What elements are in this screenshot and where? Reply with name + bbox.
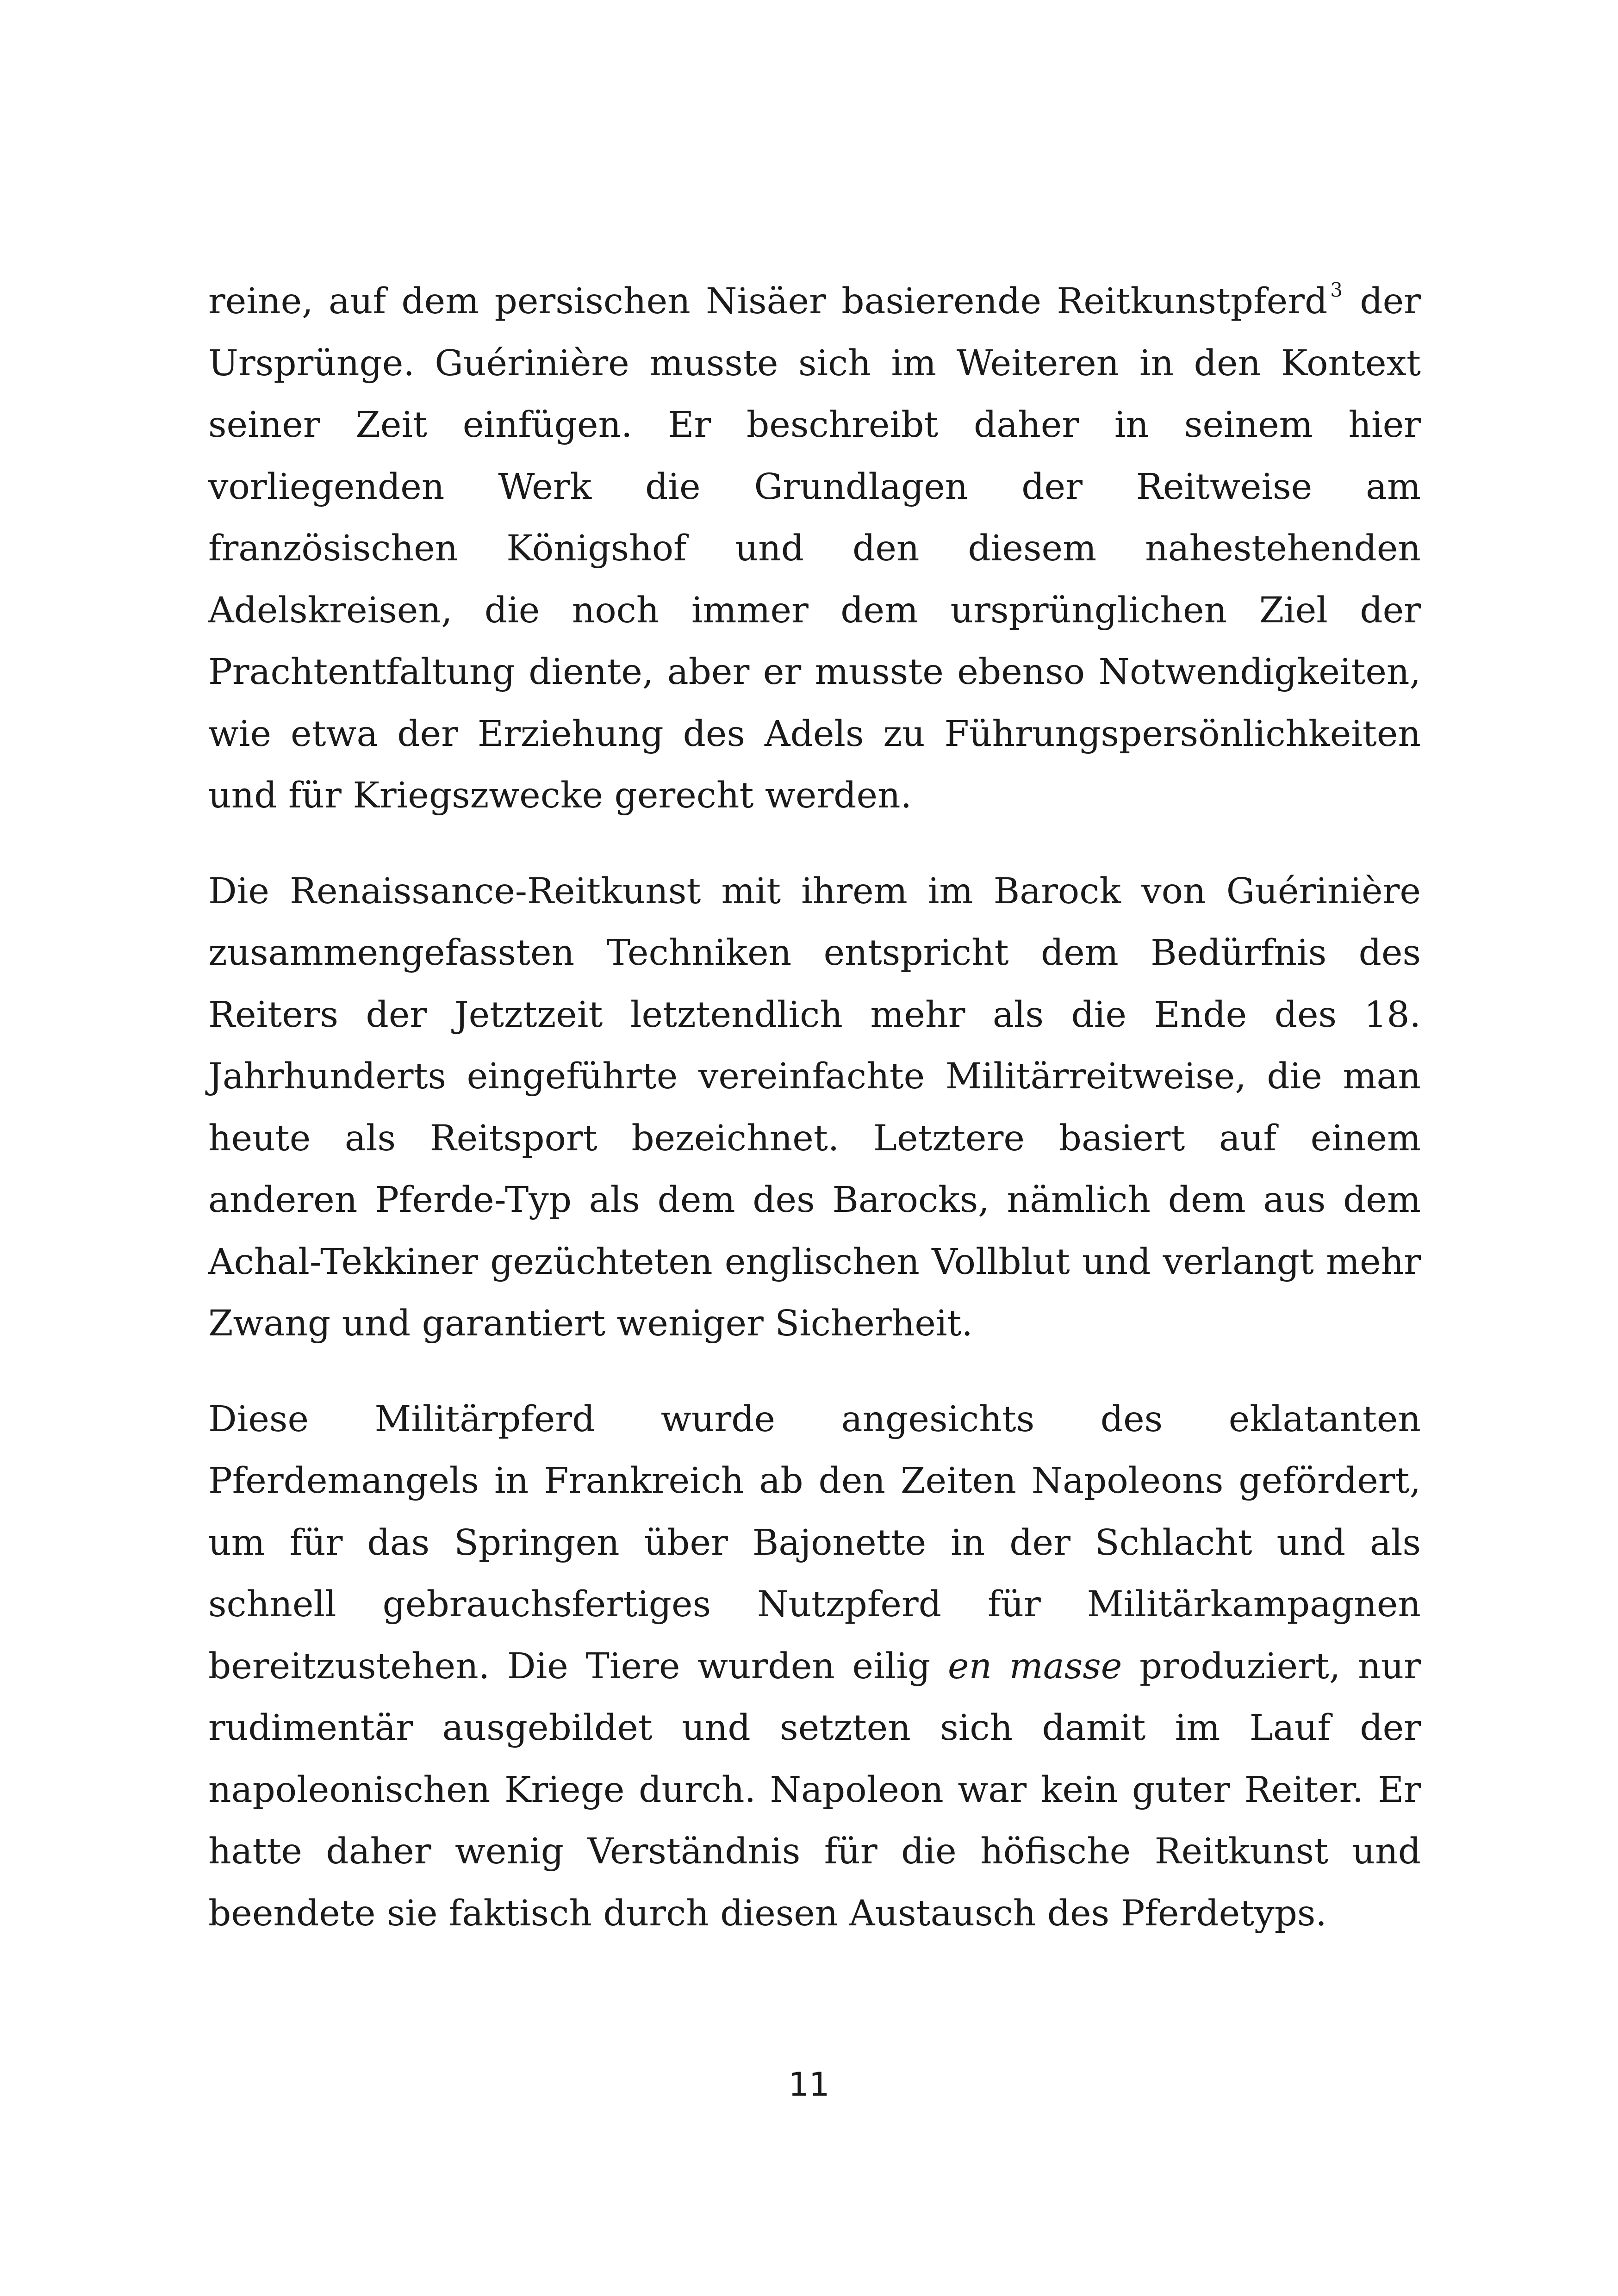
body-text bbox=[208, 271, 1421, 1944]
paragraph-2 bbox=[208, 861, 1421, 1355]
paragraph-1 bbox=[208, 271, 1421, 827]
paragraph-3-text-b: produziert, nur rudimentär ausgebildet und setzten sich damit im Lauf der napoleonischen Kriege durch. Napoleon war kein guter Reiter. Er hatte daher wenig Verständnis für die höfische Reitkunst und beendete sie faktisch durch diesen Austausch des Pferdetyps. bbox=[208, 1645, 1421, 1934]
paragraph-1-text-a: reine, auf dem persischen Nisäer basierende Reitkunstpferd bbox=[208, 281, 1328, 322]
page-number: 11 bbox=[788, 2066, 830, 2104]
italic-phrase: en masse bbox=[947, 1645, 1122, 1687]
footnote-reference[interactable]: 3 bbox=[1330, 279, 1343, 302]
paragraph-3-text-a: Diese Militärpferd wurde angesichts des eklatanten Pferdemangels in Frankreich ab den Zeiten Napoleons gefördert, um für das Springen über Bajonette in der Schlacht und als schnell gebrauchsfertiges Nutzpferd für Militärkampagnen bereitzustehen. Die Tiere wurden eilig bbox=[208, 1398, 1421, 1687]
paragraph-3 bbox=[208, 1389, 1421, 1945]
paragraph-1-text-b: der Ursprünge. Guérinière musste sich im Weiteren in den Kontext seiner Zeit einfügen. Er beschreibt daher in seinem hier vorliegenden Werk die Grundlagen der Reitweise am französischen Königshof und den diesem nahestehenden Adelskreisen, die noch immer dem ursprünglichen Ziel der Prachtentfaltung diente, aber er musste ebenso Notwendigkeiten, wie etwa der Erziehung des Adels zu Führungspersönlichkeiten und für Kriegszwecke gerecht werden. bbox=[208, 281, 1421, 816]
paragraph-2-text: Die Renaissance-Reitkunst mit ihrem im Barock von Guérinière zusammengefassten Techniken entspricht dem Bedürfnis des Reiters der Jetztzeit letztendlich mehr als die Ende des 18. Jahrhunderts eingeführte vereinfachte Militärreitweise, die man heute als Reitsport bezeichnet. Letztere basiert auf einem anderen Pferde-Typ als dem des Barocks, nämlich dem aus dem Achal-Tekkiner gezüchteten englischen Vollblut und verlangt mehr Zwang und garantiert weniger Sicherheit. bbox=[208, 870, 1421, 1344]
